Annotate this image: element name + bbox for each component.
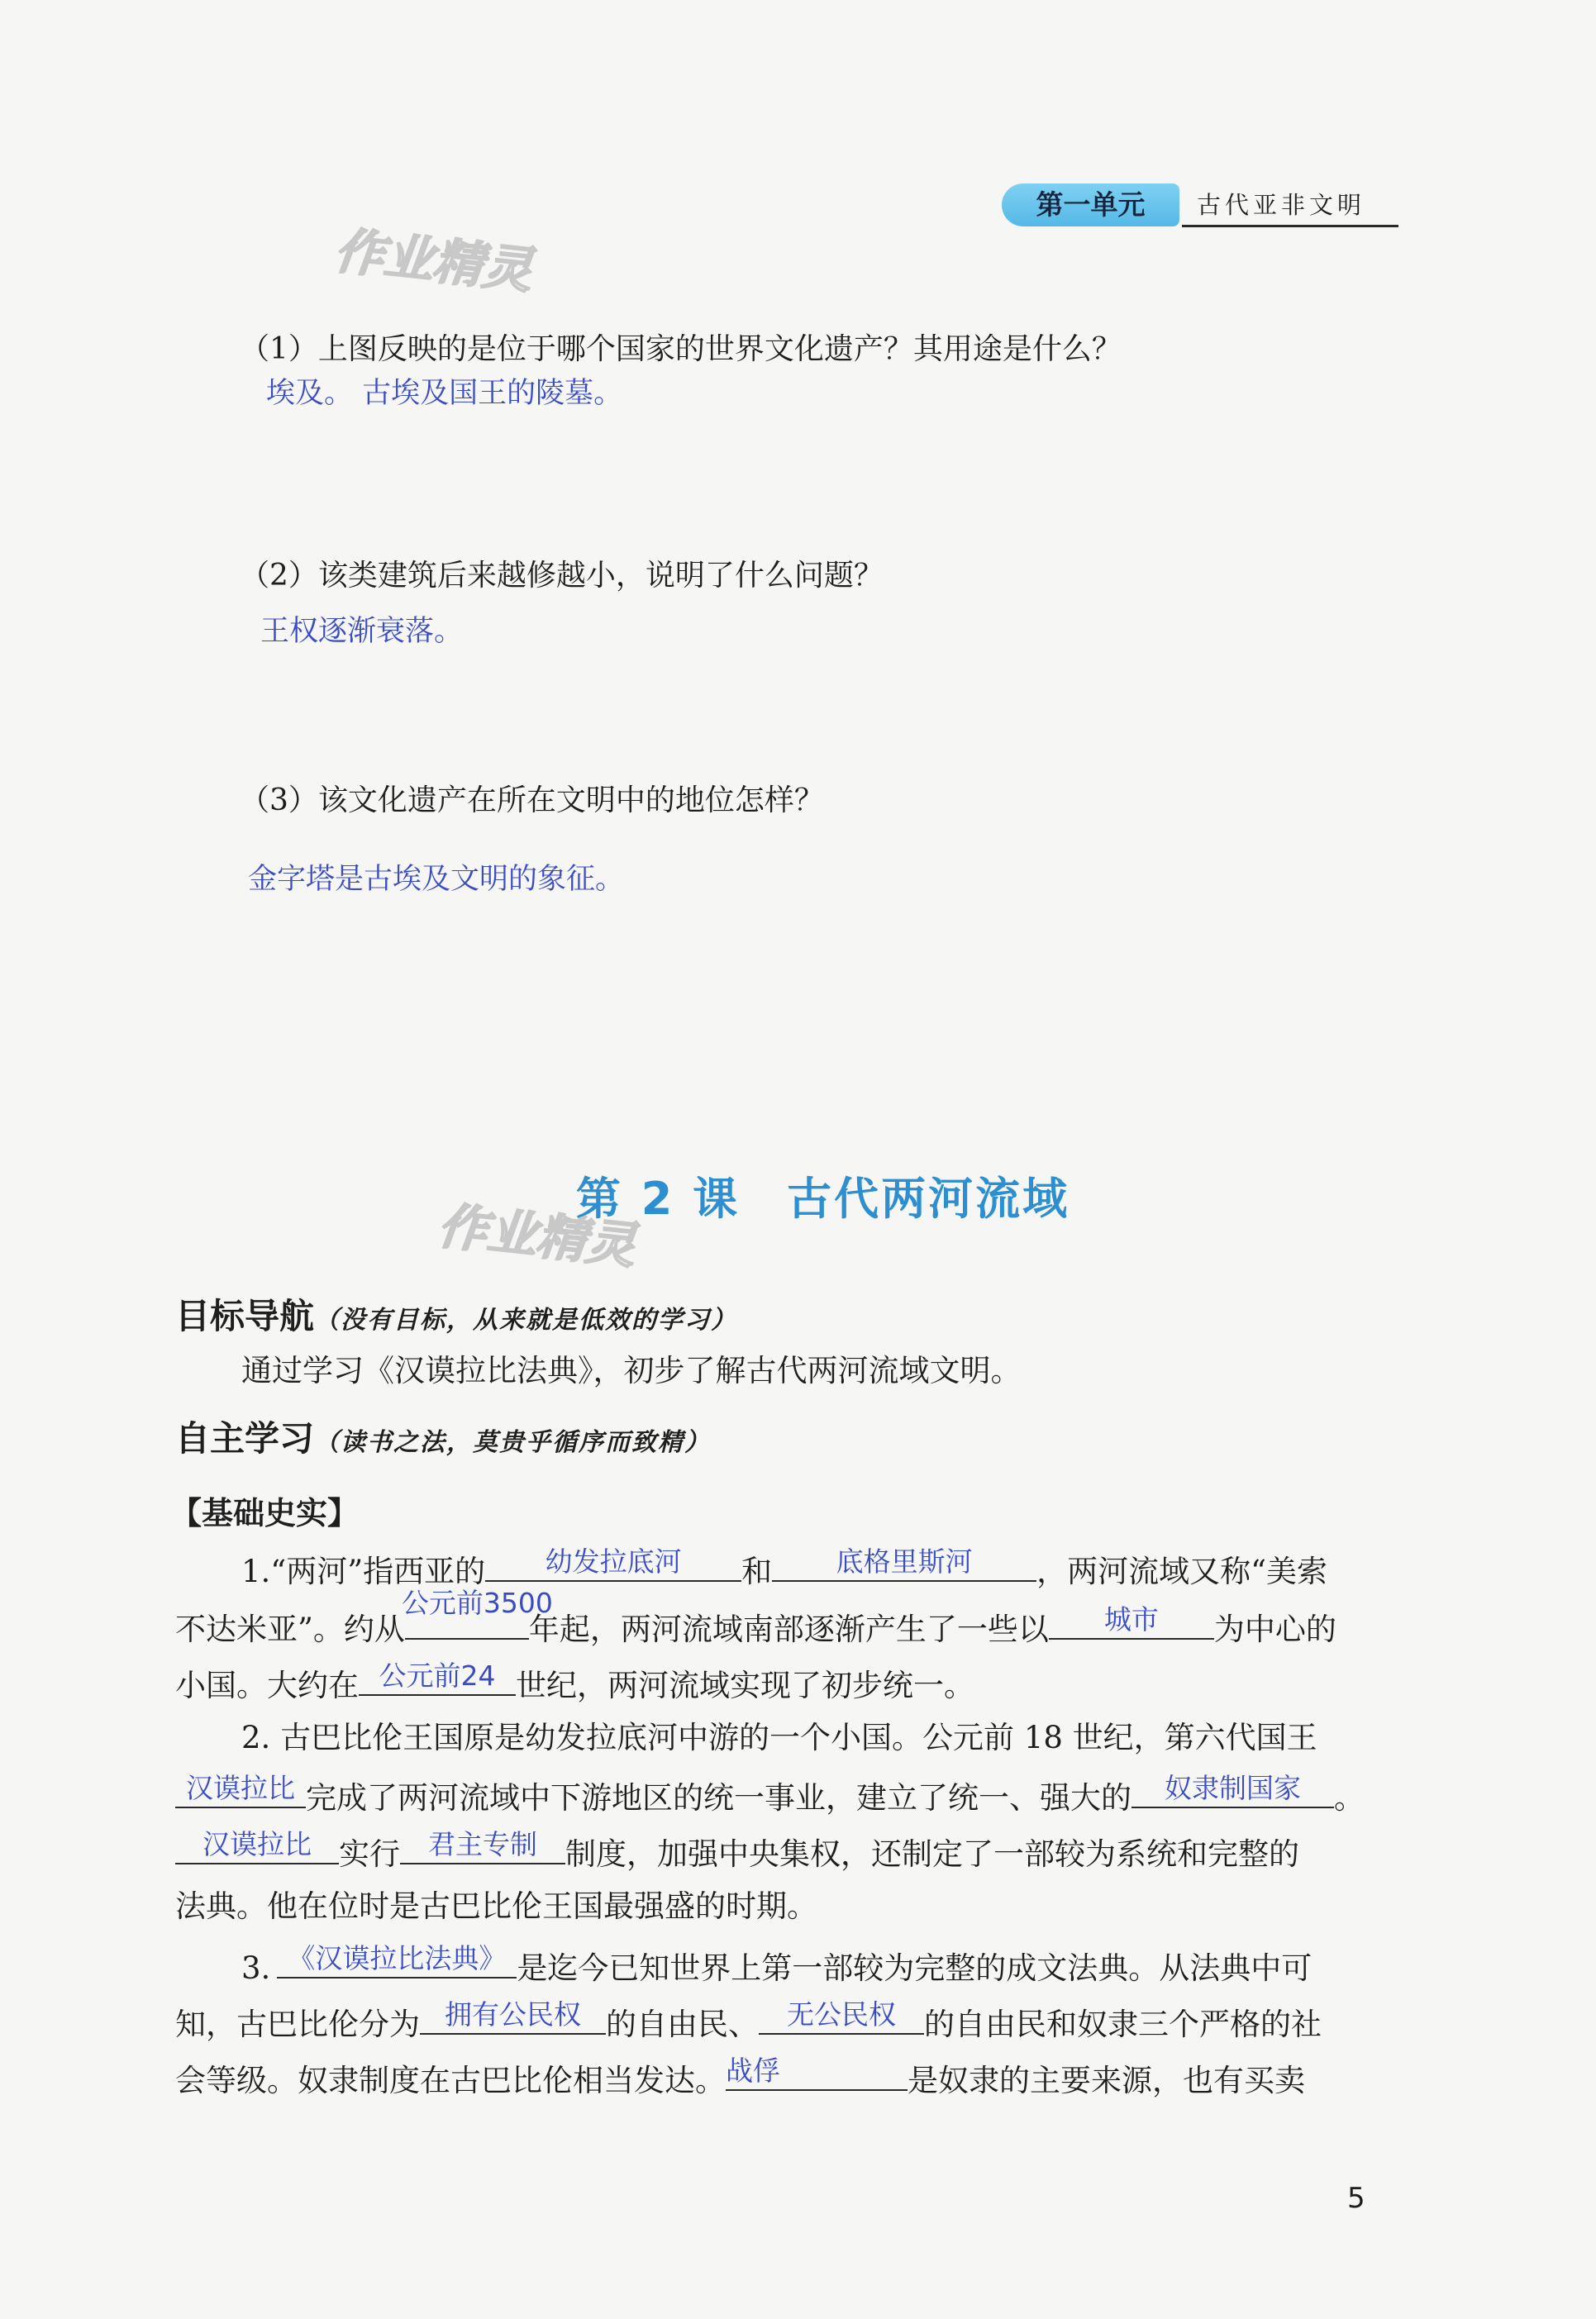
basic-heading: 【基础史实】 (170, 1495, 360, 1531)
text: 年起，两河流域南部逐渐产生了一些以 (528, 1612, 1049, 1647)
item2-line1: 2. 古巴比伦王国原是幼发拉底河中游的一个小国。公元前 18 世纪，第六代国王 (241, 1720, 1317, 1755)
watermark: 作业精灵 (435, 1197, 639, 1276)
blank (359, 1661, 516, 1696)
text: 会等级。奴隶制度在古巴比伦相当发达。 (175, 2063, 726, 2098)
fill-answer: 幼发拉底河 (545, 1545, 682, 1578)
blank (772, 1547, 1036, 1582)
blank (420, 2000, 606, 2035)
header-rule (1182, 225, 1398, 227)
self-heading-row (175, 1412, 711, 1461)
item2-line4: 法典。他在位时是古巴比伦王国最强盛的时期。 (175, 1888, 817, 1924)
text: 是迄今已知世界上第一部较为完整的成文法典。从法典中可 (517, 1950, 1313, 1986)
question-3: （3）该文化遗产在所在文明中的地位怎样？ (240, 783, 824, 817)
fill-answer: 战俘 (726, 2055, 780, 2087)
fill-answer: 公元前3500 (401, 1587, 553, 1619)
goal-note: （没有目标，从来就是低效的学习） (314, 1306, 738, 1335)
fill-answer: 公元前24 (379, 1659, 496, 1692)
fill-answer: 拥有公民权 (445, 1998, 581, 2031)
fill-answer: 城市 (1103, 1603, 1159, 1636)
item2-line2 (175, 1774, 1365, 1819)
item1-line3 (175, 1661, 974, 1707)
text: 实行 (339, 1836, 400, 1872)
text: 世纪，两河流域实现了初步统一。 (516, 1668, 974, 1703)
text: ，两河流域又称“美索 (1036, 1554, 1328, 1589)
blank (1131, 1774, 1334, 1808)
text: 不达米亚”。约从 (175, 1612, 405, 1647)
blank (1049, 1605, 1214, 1640)
text: 完成了两河流域中下游地区的统一事业，建立了统一、强大的 (306, 1780, 1131, 1816)
text: 是奴隶的主要来源，也有买卖 (908, 2063, 1305, 2098)
question-1: （1）上图反映的是位于哪个国家的世界文化遗产？其用途是什么？ (240, 332, 1122, 366)
fill-answer: 底格里斯河 (836, 1545, 973, 1578)
fill-answer: 汉谟拉比 (202, 1828, 312, 1860)
text: 和 (741, 1554, 773, 1589)
goal-heading-row (175, 1289, 737, 1339)
self-heading: 自主学习 (175, 1418, 315, 1459)
answer-1: 埃及。 古埃及国王的陵墓。 (266, 377, 623, 410)
text: 的自由民和奴隶三个严格的社 (924, 2007, 1322, 2042)
lesson-title: 第 2 课 古代两河流域 (575, 1173, 1070, 1225)
item2-line3 (175, 1830, 1299, 1875)
text: 知，古巴比伦分为 (175, 2007, 420, 2042)
blank (175, 1774, 306, 1808)
text: 为中心的 (1213, 1612, 1336, 1647)
unit-badge: 第一单元 (1002, 183, 1179, 226)
blank (277, 1944, 517, 1979)
blank (726, 2056, 908, 2091)
item1-line2 (175, 1587, 1336, 1650)
text: 的自由民、 (606, 2007, 759, 2042)
basic-heading-row (170, 1488, 359, 1533)
blank (401, 1587, 553, 1640)
text: 。 (1334, 1780, 1365, 1816)
blank (759, 2000, 924, 2035)
text: 3. (241, 1950, 271, 1986)
fill-answer: 汉谟拉比 (186, 1772, 295, 1804)
watermark: 作业精灵 (331, 221, 536, 301)
fill-answer: 奴隶制国家 (1165, 1772, 1301, 1804)
goal-text: 通过学习《汉谟拉比法典》，初步了解古代两河流域文明。 (241, 1353, 1022, 1388)
goal-heading: 目标导航 (175, 1296, 315, 1336)
question-2: （2）该类建筑后来越修越小，说明了什么问题？ (240, 559, 884, 593)
answer-3: 金字塔是古埃及文明的象征。 (248, 863, 625, 896)
blank (400, 1830, 565, 1864)
answer-2: 王权逐渐衰落。 (260, 615, 464, 648)
text: 小国。大约在 (175, 1668, 359, 1703)
blank (175, 1830, 339, 1864)
fill-answer: 君主专制 (428, 1828, 537, 1860)
unit-subtitle: 古代亚非文明 (1197, 191, 1366, 219)
item3-line2 (175, 2000, 1322, 2045)
item1-line1 (241, 1547, 1327, 1593)
blank (485, 1547, 741, 1582)
item3-line1 (241, 1944, 1312, 1989)
page-number: 5 (1347, 2182, 1365, 2215)
fill-answer: 无公民权 (787, 1998, 896, 2031)
item3-line3 (175, 2056, 1305, 2102)
fill-answer: 《汉谟拉比法典》 (288, 1942, 507, 1974)
self-note: （读书之法，莫贵乎循序而致精） (314, 1428, 712, 1457)
text: 制度，加强中央集权，还制定了一部较为系统和完整的 (565, 1836, 1299, 1872)
text: 1.“两河”指西亚的 (241, 1554, 486, 1589)
